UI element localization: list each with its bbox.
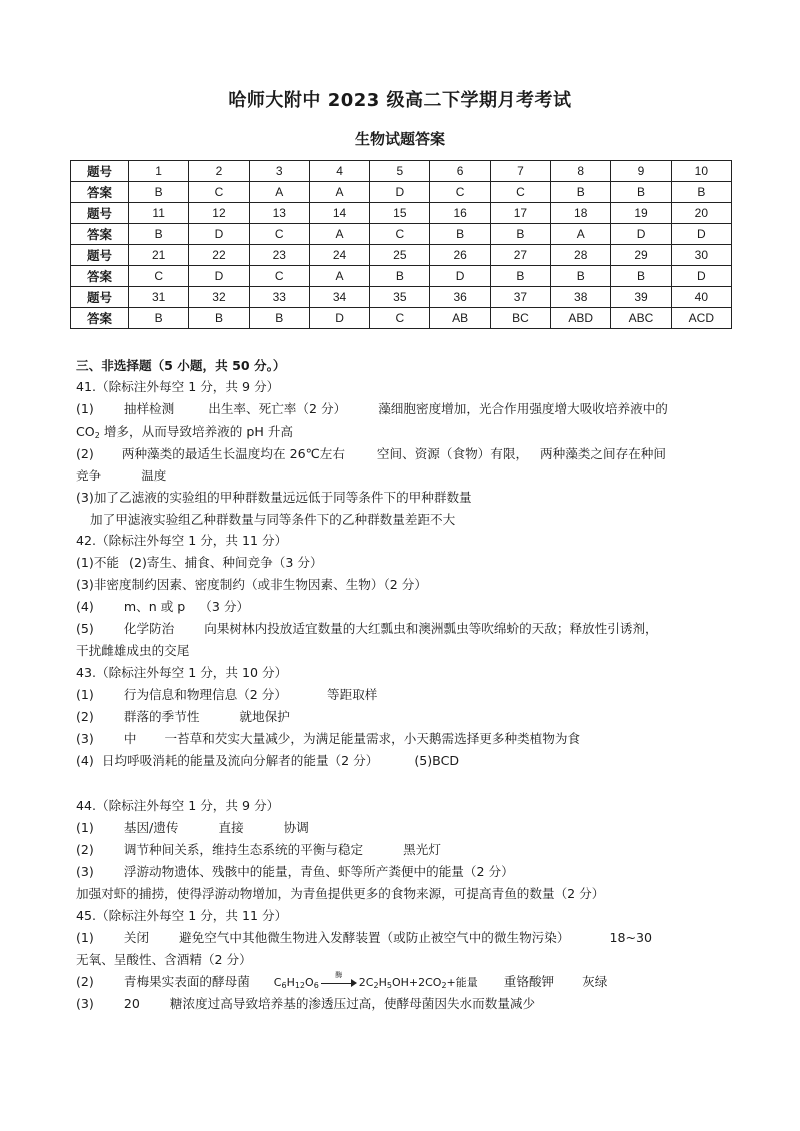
answer-cell: A [249,182,309,203]
q43-answer: 行为信息和物理信息（2 分） [123,687,287,702]
answer-cell: B [129,182,189,203]
answer-cell: ABD [551,308,611,329]
q42-part-5-label: (5) [76,621,94,636]
q41-line-6: 加了甲滤液实验组乙种群数量与同等条件下的乙种群数量差距不大 [90,512,456,527]
q44-answer: 基因/遗传 [123,820,179,835]
q43-answer: 中 [123,731,137,746]
question-number-cell: 29 [611,245,671,266]
q43-part-2-label: (2) [76,709,94,724]
q41-part-1-label: (1) [76,401,94,416]
answer-table-row [71,161,732,182]
question-number-cell: 20 [671,203,731,224]
answer-cell: ACD [671,308,731,329]
q42-line-4 [76,618,658,637]
q45-answer: 重铬酸钾 [503,974,555,989]
q41-line-4 [76,465,166,484]
q41-answer: 温度 [141,468,167,483]
answer-table-body [71,161,732,329]
q43-answer: 一苔草和芡实大量减少，为满足能量需求，小天鹅需选择更多种类植物为食 [164,731,581,746]
question-number-cell: 24 [309,245,369,266]
q45-part-1-label: (1) [76,930,94,945]
enzyme-label: 酶 [335,971,343,979]
q43-part-4-label: (4) [76,753,94,768]
question-number-cell: 36 [430,287,490,308]
answer-cell: D [189,266,249,287]
q41-answer: 两种藻类之间存在种间 [540,446,666,461]
q41-answer: 抽样检测 [123,401,175,416]
question-number-cell: 3 [249,161,309,182]
question-number-cell: 31 [129,287,189,308]
answer-cell: A [309,266,369,287]
q44-part-1-label: (1) [76,820,94,835]
q43-answer: 就地保护 [239,709,290,724]
question-number-cell: 11 [129,203,189,224]
answer-cell: A [309,224,369,245]
answer-cell: B [189,308,249,329]
answer-cell: D [671,224,731,245]
answer-cell: AB [430,308,490,329]
question-number-cell: 37 [490,287,550,308]
answer-table-row [71,245,732,266]
answer-cell: B [430,224,490,245]
q42-answer: （3 分） [199,599,250,614]
answer-cell: BC [490,308,550,329]
answer-cell: D [611,224,671,245]
answer-cell: C [249,266,309,287]
q45-answer: 20 [123,996,140,1011]
q44-line-3 [76,861,514,880]
q42-part-4-label: (4) [76,599,94,614]
answer-cell: B [671,182,731,203]
q45-answer: 糖浓度过高导致培养基的渗透压过高，使酵母菌因失水而数量减少 [169,996,536,1011]
question-number-cell: 27 [490,245,550,266]
q41-line-3 [76,443,666,462]
reaction-arrow [319,971,359,989]
q45-answer: 18~30 [609,930,653,945]
answer-row-label: 答案 [71,182,129,203]
question-number-cell: 12 [189,203,249,224]
answer-cell: D [430,266,490,287]
question-number-cell: 34 [309,287,369,308]
q45-line-1 [76,927,652,946]
q41-answer: 藻细胞密度增加，光合作用强度增大吸收培养液中的 [378,401,668,416]
q45-line-4 [76,993,535,1012]
answer-cell: B [129,308,189,329]
answer-cell: B [249,308,309,329]
answer-cell: B [611,182,671,203]
q45-answer: 关闭 [123,930,150,945]
q41-line-2 [76,421,293,440]
q42-answer: (2)寄生、捕食、种间竞争（3 分） [129,555,323,570]
answer-cell: D [189,224,249,245]
q43-line-4 [76,750,459,769]
q41-header: 41.（除标注外每空 1 分，共 9 分） [76,379,280,394]
q45-line-2: 无氧、呈酸性、含酒精（2 分） [76,952,252,967]
question-number-cell: 5 [370,161,430,182]
answer-cell: D [309,308,369,329]
question-number-cell: 19 [611,203,671,224]
q43-part-1-label: (1) [76,687,94,702]
question-number-row-label: 题号 [71,245,129,266]
q44-header: 44.（除标注外每空 1 分，共 9 分） [76,798,280,813]
question-number-cell: 4 [309,161,369,182]
q45-answer: 避免空气中其他微生物进入发酵装置（或防止被空气中的微生物污染） [179,930,570,945]
question-number-cell: 8 [551,161,611,182]
q41-answer: 出生率、死亡率（2 分） [208,401,347,416]
q45-header: 45.（除标注外每空 1 分，共 11 分） [76,908,288,923]
answer-row-label: 答案 [71,224,129,245]
answer-cell: A [309,182,369,203]
q43-answer: 等距取样 [327,687,378,702]
q45-line-3 [76,971,607,990]
question-number-cell: 9 [611,161,671,182]
question-number-cell: 17 [490,203,550,224]
answer-table-row [71,308,732,329]
exam-subtitle: 生物试题答案 [354,130,445,148]
exam-title: 哈师大附中 2023 级高二下学期月考考试 [228,90,572,111]
answer-table-row [71,203,732,224]
question-number-cell: 18 [551,203,611,224]
answer-cell: D [370,182,430,203]
question-number-cell: 22 [189,245,249,266]
answer-cell: C [129,266,189,287]
section-three-heading: 三、非选择题（5 小题，共 50 分。） [76,358,286,373]
question-number-cell: 21 [129,245,189,266]
question-number-cell: 1 [129,161,189,182]
q45-part-3-label: (3) [76,996,94,1011]
q45-part-2-label: (2) [76,974,94,989]
question-number-cell: 38 [551,287,611,308]
question-number-cell: 23 [249,245,309,266]
q42-line-2: (3)非密度制约因素、密度制约（或非生物因素、生物）（2 分） [76,577,427,592]
answer-cell: C [370,308,430,329]
answer-cell: B [551,266,611,287]
q43-answer: 日均呼吸消耗的能量及流向分解者的能量（2 分） [101,753,379,768]
q42-line-3 [76,596,249,615]
q42-line-5: 干扰雌雄成虫的交尾 [76,643,190,658]
q42-line-1 [76,552,323,571]
q41-part-2-label: (2) [76,446,94,461]
q44-answer: 浮游动物遗体、残骸中的能量，青鱼、虾等所产粪便中的能量（2 分） [123,864,514,879]
q44-part-2-label: (2) [76,842,94,857]
fermentation-equation: $C_6H_{12}O_6$ 酶 $2C_2H_5OH+2CO_2+$能量 [273,971,478,990]
question-number-cell: 28 [551,245,611,266]
q43-line-1 [76,684,377,703]
q41-answer: 竞争 [76,468,102,483]
q42-answer: (1)不能 [76,555,120,570]
answer-cell: C [490,182,550,203]
q43-line-3 [76,728,580,747]
q41-answer: 空间、资源（食物）有限， [376,446,529,461]
question-number-row-label: 题号 [71,203,129,224]
answer-cell: B [551,182,611,203]
q41-line-5: (3)加了乙滤液的实验组的甲种群数量远远低于同等条件下的甲种群数量 [76,490,472,505]
question-number-cell: 39 [611,287,671,308]
answer-row-label: 答案 [71,266,129,287]
answer-cell: B [129,224,189,245]
question-number-cell: 33 [249,287,309,308]
q41-line-1 [76,398,668,417]
q44-answer: 协调 [283,820,309,835]
answer-cell: B [490,224,550,245]
answer-cell: C [430,182,490,203]
answer-table-row [71,287,732,308]
question-number-cell: 40 [671,287,731,308]
question-number-cell: 15 [370,203,430,224]
question-number-cell: 16 [430,203,490,224]
q43-part-3-label: (3) [76,731,94,746]
q44-answer: 直接 [218,820,244,835]
answer-table-row [71,224,732,245]
q43-header: 43.（除标注外每空 1 分，共 10 分） [76,665,288,680]
question-number-cell: 35 [370,287,430,308]
question-number-cell: 32 [189,287,249,308]
q44-answer: 调节种间关系，维持生态系统的平衡与稳定 [123,842,364,857]
q42-header: 42.（除标注外每空 1 分，共 11 分） [76,533,288,548]
question-number-cell: 13 [249,203,309,224]
q43-line-2 [76,706,290,725]
question-number-cell: 10 [671,161,731,182]
q42-answer: 向果树林内投放适宜数量的大红瓢虫和澳洲瓢虫等吹绵蚧的天敌；释放性引诱剂， [204,621,658,636]
question-number-row-label: 题号 [71,287,129,308]
answer-cell: B [490,266,550,287]
q42-answer: m、n 或 p [123,599,186,614]
answer-cell: ABC [611,308,671,329]
q44-answer: 黑光灯 [403,842,441,857]
q42-answer: 化学防治 [123,621,175,636]
q43-answer: 群落的季节性 [123,709,200,724]
q44-line-4: 加强对虾的捕捞，使得浮游动物增加，为青鱼提供更多的食物来源，可提高青鱼的数量（2 分） [76,886,605,901]
answer-cell: B [611,266,671,287]
q44-line-2 [76,839,441,858]
q44-line-1 [76,817,309,836]
question-number-cell: 7 [490,161,550,182]
answer-row-label: 答案 [71,308,129,329]
question-number-row-label: 题号 [71,161,129,182]
q45-answer: 青梅果实表面的酵母菌 [123,974,250,989]
answer-table [70,160,732,329]
q41-co2-text: CO [76,424,95,439]
question-number-cell: 26 [430,245,490,266]
question-number-cell: 14 [309,203,369,224]
q41-answer: 增多，从而导致培养液的 pH 升高 [99,424,294,439]
answer-table-row [71,182,732,203]
question-number-cell: 6 [430,161,490,182]
question-number-cell: 2 [189,161,249,182]
answer-cell: B [370,266,430,287]
answer-table-row [71,266,732,287]
q44-part-3-label: (3) [76,864,94,879]
answer-cell: C [189,182,249,203]
q45-answer: 灰绿 [582,974,608,989]
question-number-cell: 30 [671,245,731,266]
q41-answer: 两种藻类的最适生长温度均在 26℃左右 [121,446,345,461]
q43-answer: (5)BCD [414,753,460,768]
q41-co2-subscript: 2 [94,431,100,440]
answer-cell: C [249,224,309,245]
answer-cell: C [370,224,430,245]
answer-cell: D [671,266,731,287]
question-number-cell: 25 [370,245,430,266]
answer-cell: A [551,224,611,245]
